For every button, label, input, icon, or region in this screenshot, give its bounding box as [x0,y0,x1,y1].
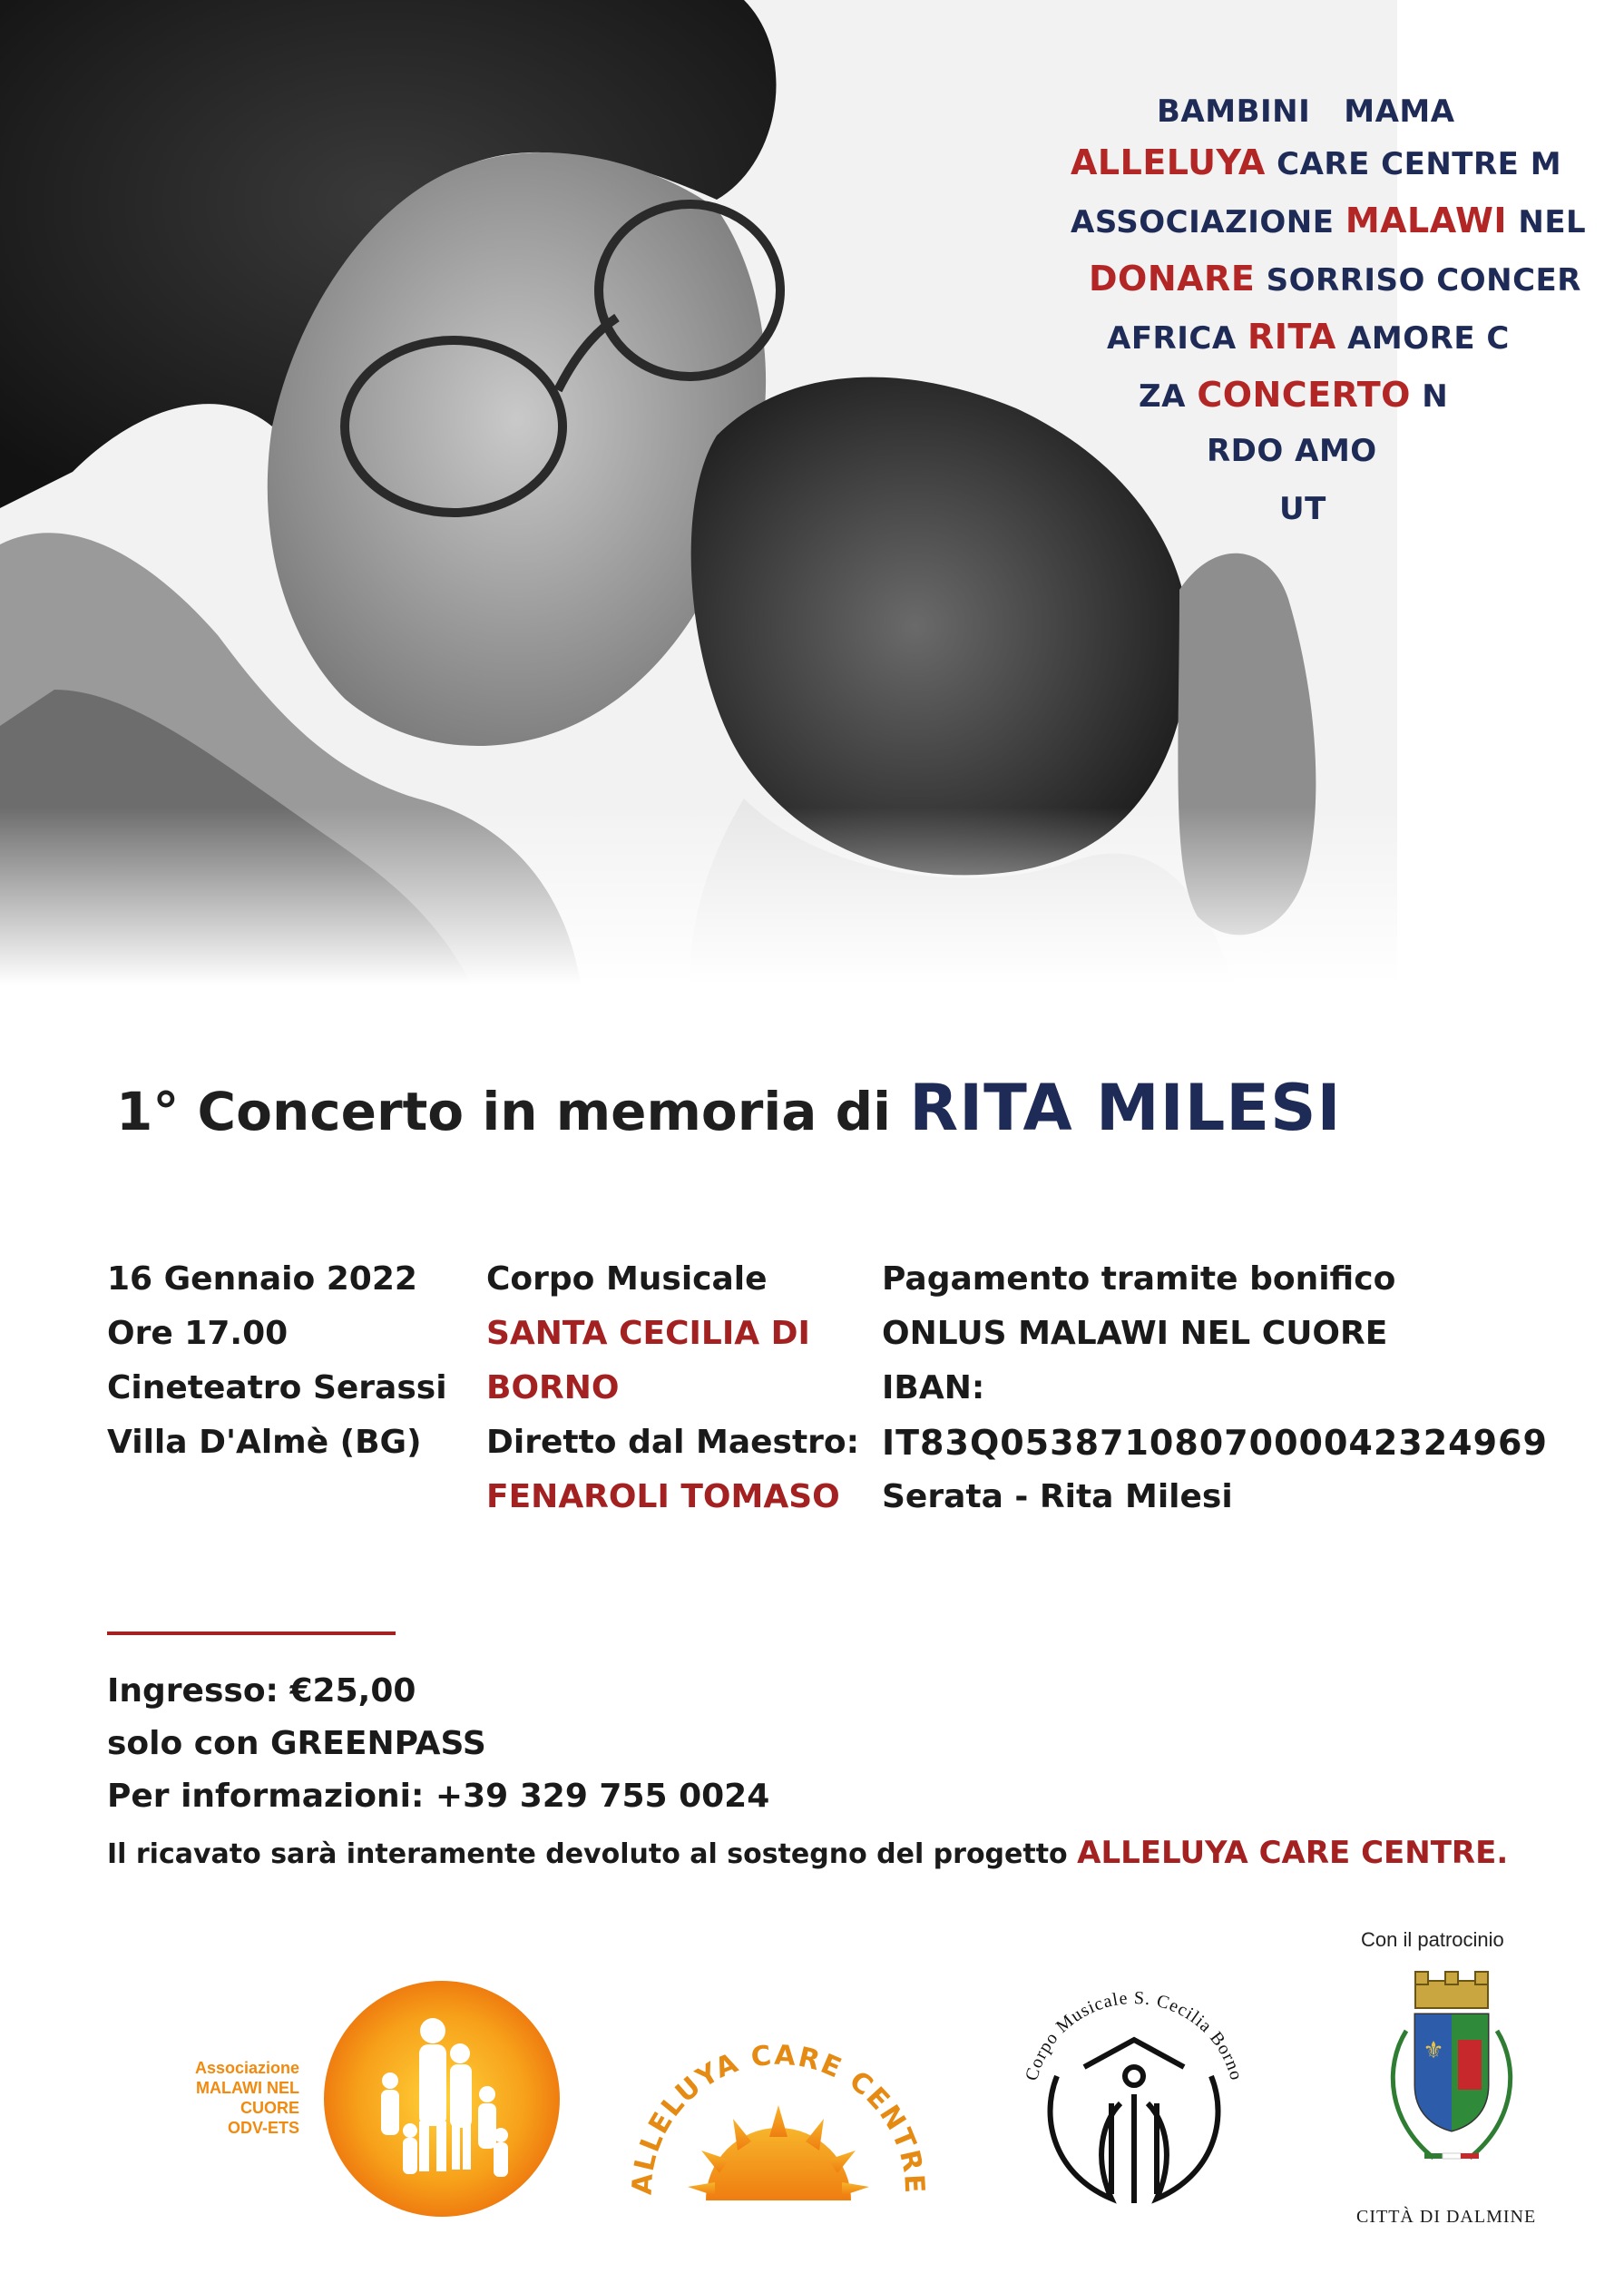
event-venue: Cineteatro Serassi [107,1369,447,1406]
heart-line-1: BAMBINI MAMA [1157,93,1455,130]
heart-line-8: UT [1279,491,1326,527]
payment-label: Pagamento tramite bonifico [882,1260,1396,1298]
svg-text:⚜: ⚜ [1423,2037,1444,2064]
alleluya-logo-text: ALLELUYA CARE CENTRE [626,2039,931,2196]
band-name-line2: BORNO [486,1369,620,1406]
proceeds-project: ALLELUYA CARE CENTRE. [1077,1835,1509,1871]
event-time: Ore 17.00 [107,1315,289,1352]
entry-line [107,1665,1508,1718]
event-city: Villa D'Almè (BG) [107,1424,422,1461]
contact-line: Per informazioni: +39 329 755 0024 [107,1778,770,1815]
heart-line-4: DONARE SORRISO CONCER [1089,259,1581,299]
event-date: 16 Gennaio 2022 [107,1260,417,1298]
title-name: RITA MILESI [909,1071,1342,1145]
heart-line-3: ASSOCIAZIONE MALAWI NEL [1071,201,1587,240]
entry-price: €25,00 [289,1672,416,1710]
heart-line-5: AFRICA RITA AMORE C [1107,317,1510,357]
malawi-label-line1: Associazione [194,2059,299,2077]
sunrise-icon [688,2105,869,2200]
malawi-label-line3: ODV-ETS [227,2119,299,2137]
malawi-nel-cuore-logo [319,1976,564,2221]
conductor-label: Diretto dal Maestro: [486,1424,860,1461]
band-label: Corpo Musicale [486,1260,768,1298]
entry-label: Ingresso: [107,1672,279,1710]
page-title [116,1071,1342,1145]
malawi-label-line2: MALAWI NEL CUORE [196,2079,299,2117]
shield-icon [1415,2014,1488,2131]
band-name-line1: SANTA CECILIA DI [486,1315,810,1352]
payment-beneficiary: ONLUS MALAWI NEL CUORE [882,1315,1388,1352]
corpo-musicale-logo [1003,1967,1266,2230]
payment-causale: Serata - Rita Milesi [882,1478,1233,1515]
info-block [107,1665,1508,1881]
title-prefix: 1° Concerto in memoria di [116,1081,891,1142]
heart-line-6: ZA CONCERTO N [1139,375,1449,415]
divider [107,1631,396,1635]
iban-value: IT83Q0538710807000042324969 [882,1423,1548,1463]
payment-details [882,1252,1548,1524]
proceeds-note [107,1827,1508,1881]
dalmine-label: CITTÀ DI DALMINE [1356,2207,1537,2227]
conductor-name: FENAROLI TOMASO [486,1478,840,1515]
heart-line-7: RDO AMO [1207,433,1377,469]
patronage-label: Con il patrocinio [1361,1928,1504,1951]
dalmine-coat-of-arms [1370,1967,1533,2199]
crown-icon [1415,1972,1488,2008]
italian-ribbon-icon [1424,2153,1479,2159]
event-details [107,1252,447,1470]
band-logo-text: Corpo Musicale S. Cecilia Borno [1022,1987,1247,2083]
alleluya-care-centre-logo [624,2019,933,2228]
heart-word-cloud [1071,86,1587,594]
iban-label: IBAN: [882,1369,985,1406]
greenpass-note: solo con GREENPASS [107,1725,486,1762]
malawi-logo-label [136,2058,299,2138]
heart-line-2: ALLELUYA CARE CENTRE M [1071,142,1562,182]
lyre-icon [1051,2040,1218,2203]
band-details [486,1252,859,1524]
proceeds-note-text: Il ricavato sarà interamente devoluto al sostegno del progetto [107,1838,1068,1870]
hero-photo [0,0,1587,985]
